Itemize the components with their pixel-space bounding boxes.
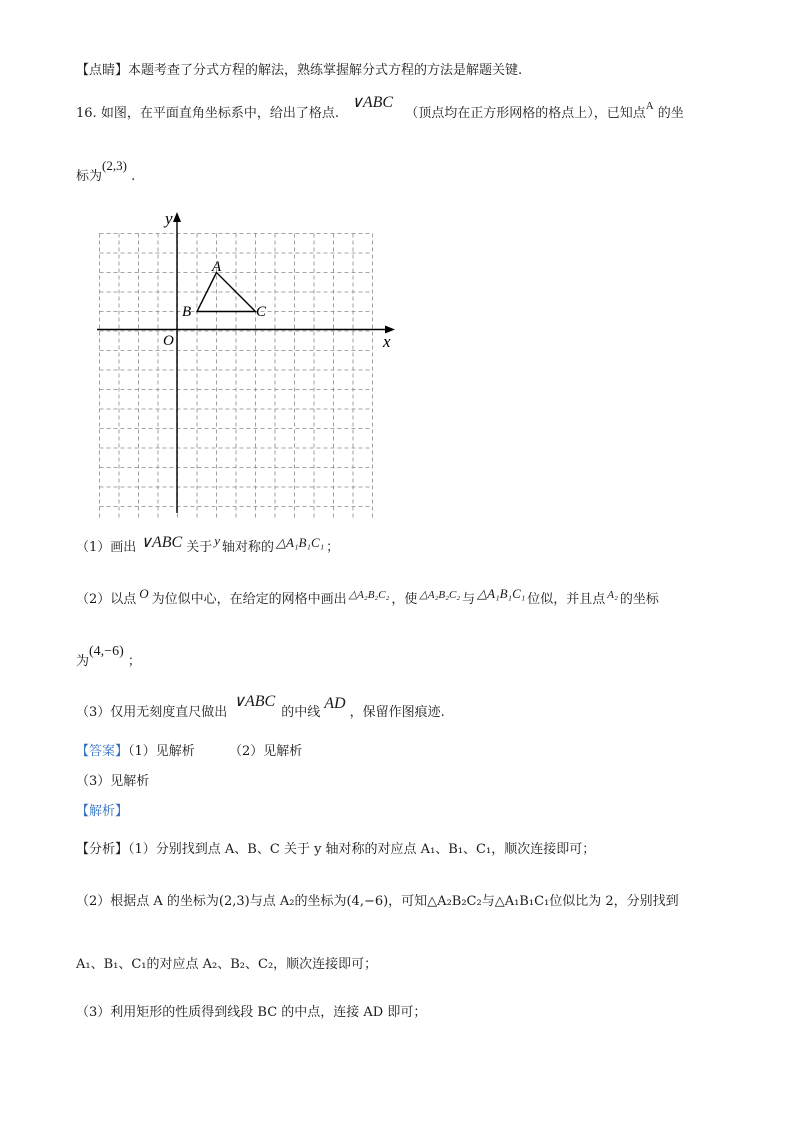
part-2-mid2: ，使 bbox=[391, 592, 418, 607]
question-line-2 bbox=[76, 158, 136, 187]
question-after-triangle: （顶点均在正方形网格的格点上），已知点 bbox=[405, 106, 646, 121]
analysis-step-2b: A₁、B₁、C₁的对应点 A₂、B₂、C₂，顺次连接即可； bbox=[76, 957, 378, 972]
y-axis-label: y bbox=[165, 209, 173, 228]
axes bbox=[97, 217, 390, 513]
part-2-line-1 bbox=[76, 586, 659, 610]
question-line2-prefix: 标为 bbox=[76, 169, 103, 184]
fenxi-tag: 【分析】 bbox=[76, 842, 129, 857]
part-3-segment: AD bbox=[324, 695, 346, 712]
y-axis-arrow bbox=[173, 212, 181, 222]
part-2-line2-end: ； bbox=[127, 654, 141, 669]
part-2-label: （2）以点 bbox=[76, 592, 137, 607]
part-2-t2: △A₂B₂C₂ bbox=[419, 589, 461, 601]
part-3-triangle: ∨ABC bbox=[233, 693, 276, 710]
part-2-line-2 bbox=[76, 644, 141, 672]
analysis-step-1 bbox=[76, 840, 595, 860]
vertex-b-label: B bbox=[182, 304, 192, 320]
part-2-mid4: 位似，并且点 bbox=[527, 592, 606, 607]
coord-a: (2,3) bbox=[102, 158, 127, 173]
triangle-abc: ∨ABC bbox=[351, 94, 394, 111]
part-2-t1: △A₂B₂C₂ bbox=[348, 589, 390, 601]
answer-line-1 bbox=[76, 742, 302, 762]
part-1-axis: y bbox=[214, 533, 221, 548]
part-2-point: A₂ bbox=[607, 589, 618, 601]
part-2-mid3: 与 bbox=[462, 592, 476, 607]
part-2-line2-prefix: 为 bbox=[76, 654, 90, 669]
part-1-end: ； bbox=[326, 540, 340, 555]
origin-label: O bbox=[163, 333, 174, 349]
part-2-end: 的坐标 bbox=[619, 592, 659, 607]
hint-paragraph: 【点睛】本题考查了分式方程的解法，熟练掌握解分式方程的方法是解题关键. bbox=[76, 63, 523, 78]
part-3-mid: 的中线 bbox=[281, 705, 321, 720]
answer-tag: 【答案】 bbox=[76, 744, 129, 759]
coordinate-figure bbox=[95, 205, 405, 520]
part-2-t3: △A₁B₁C₁ bbox=[477, 586, 526, 601]
part-1-triangle: ∨ABC bbox=[140, 534, 183, 551]
vertex-c-label: C bbox=[256, 304, 267, 320]
answer-1: （1）见解析 bbox=[128, 744, 195, 759]
part-1-label: （1）画出 bbox=[76, 540, 137, 555]
x-axis-label: x bbox=[383, 332, 391, 351]
analysis-tag: 【解析】 bbox=[76, 804, 129, 819]
part-1-mid: 关于 bbox=[186, 540, 213, 555]
analysis-step-2a: （2）根据点 A 的坐标为(2,3)与点 A₂的坐标为(4,−6)，可知△A₂B₂C₂与△A₁B₁C₁位似比为 2，分别找到 bbox=[76, 894, 679, 909]
answer-line-2: （3）见解析 bbox=[76, 774, 150, 789]
question-after-a: 的坐 bbox=[657, 106, 684, 121]
dashed-grid bbox=[100, 234, 373, 521]
question-line2-end: . bbox=[131, 169, 136, 184]
part-2-center: O bbox=[139, 586, 149, 601]
analysis-step-3: （3）利用矩形的性质得到线段 BC 的中点，连接 AD 即可； bbox=[76, 1005, 427, 1020]
question-number: 16. bbox=[76, 106, 97, 121]
question-intro: 如图，在平面直角坐标系中，给出了格点. bbox=[100, 106, 339, 121]
analysis-s1: （1）分别找到点 A、B、C 关于 y 轴对称的对应点 A₁、B₁、C₁，顺次连接即可； bbox=[128, 842, 596, 857]
part-3-label: （3）仅用无刻度直尺做出 bbox=[76, 705, 228, 720]
question-line-1 bbox=[76, 94, 684, 124]
point-a-label: A bbox=[645, 100, 654, 112]
part-1 bbox=[76, 533, 340, 558]
part-1-target: △A₁B₁C₁ bbox=[276, 535, 325, 550]
part-2-coord: (4,−6) bbox=[89, 644, 124, 659]
part-3-end: ，保留作图痕迹. bbox=[349, 705, 445, 720]
vertex-a-label: A bbox=[212, 259, 222, 275]
part-1-mid2: 轴对称的 bbox=[222, 540, 275, 555]
part-2-mid: 为位似中心，在给定的网格中画出 bbox=[151, 592, 347, 607]
part-3 bbox=[76, 693, 445, 723]
answer-2: （2）见解析 bbox=[228, 744, 303, 759]
